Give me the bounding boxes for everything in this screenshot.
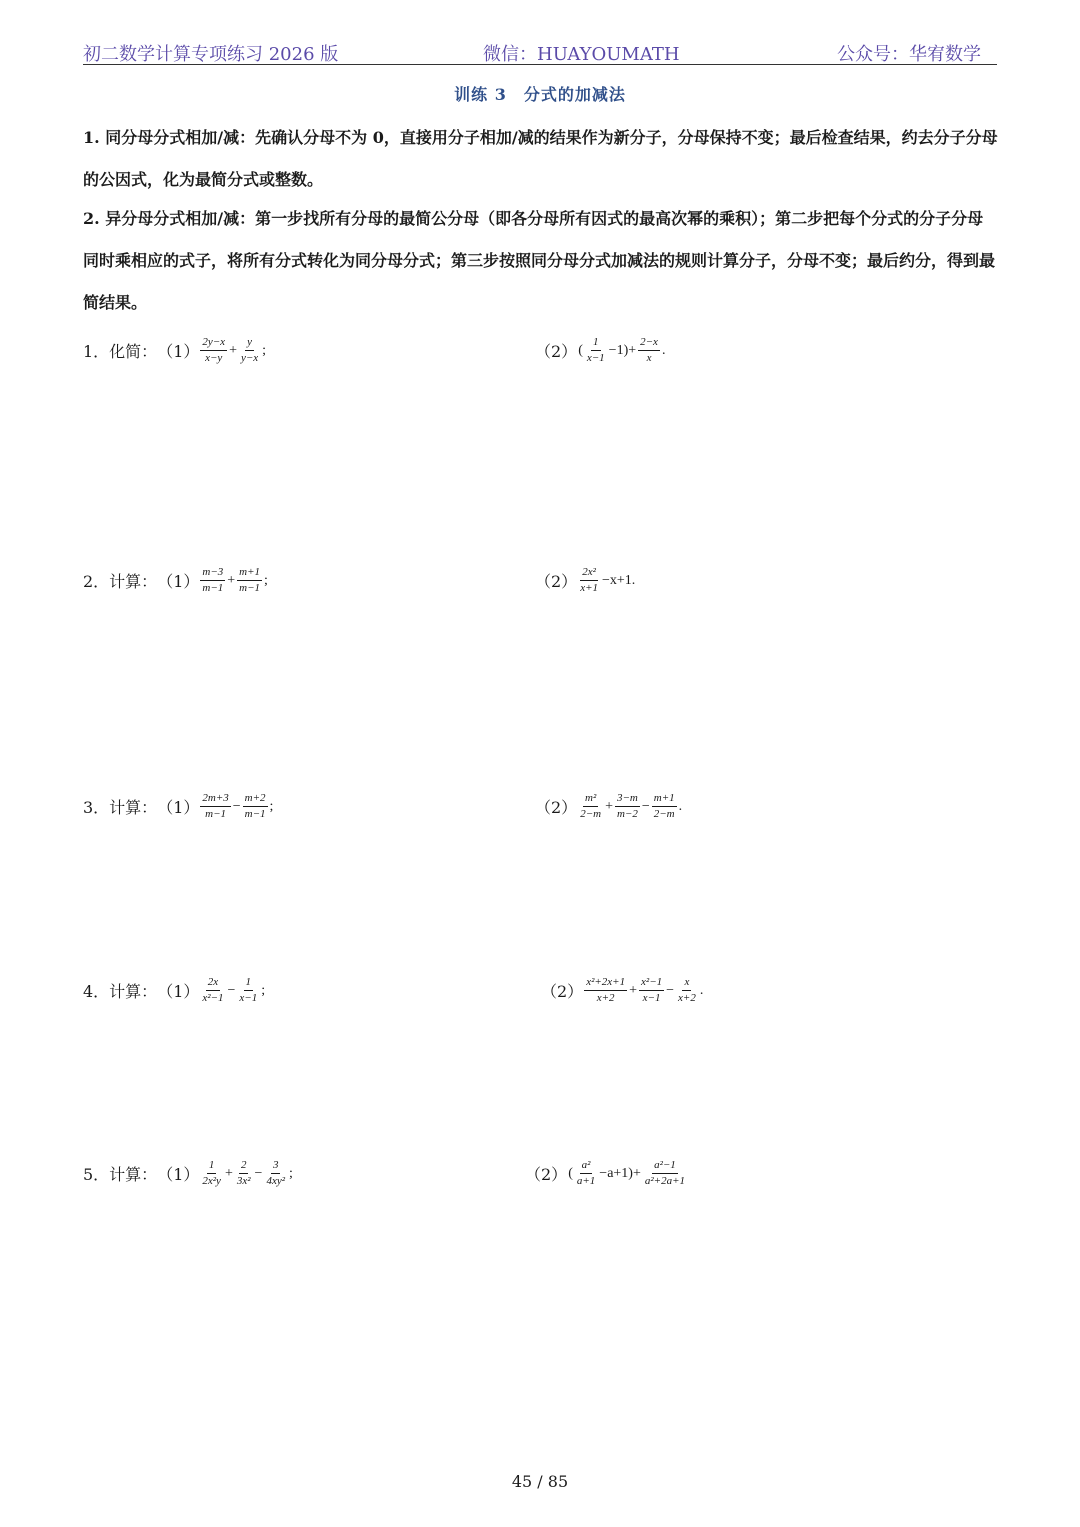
fraction: $\frac{1}{x-1}$ [239, 976, 258, 1004]
problem-5-part-2 [525, 1159, 688, 1188]
fraction: $\frac{\text{m²}}{2-m}$ [580, 792, 602, 820]
fraction: $\frac{\text{2x²}}{x+1}$ [580, 566, 598, 594]
problem-3 [83, 792, 274, 821]
page-header [83, 38, 997, 65]
expression: $\frac{2x}{\text{x²−1}}$ − $\frac{1}{x-1}$ ; [202, 976, 266, 1004]
part-label: （2） [541, 982, 584, 1001]
fraction: $\frac{y}{y-x}$ [240, 336, 259, 364]
part-label: （1） [157, 982, 200, 1001]
problem-label: 4．计算： [83, 982, 158, 1001]
problem-3-part-2 [535, 792, 683, 821]
problem-label: 2．计算： [83, 572, 158, 591]
part-label: （1） [157, 342, 200, 361]
problem-label: 3．计算： [83, 798, 158, 817]
fraction: $\frac{x}{x+2}$ [678, 976, 696, 1004]
fraction: $\frac{2x}{\text{x²−1}}$ [202, 976, 224, 1004]
fraction: $\frac{m-3}{m-1}$ [202, 566, 224, 594]
part-label: （2） [535, 798, 578, 817]
fraction: $\frac{\text{x²+2x+1}}{x+2}$ [586, 976, 626, 1004]
fraction: $\frac{1}{x-1}$ [586, 336, 605, 364]
expression: $\frac{\text{m²}}{2-m}$ + $\frac{3-m}{m-2}$ − $\frac{m+1}{2-m}$ . [580, 792, 683, 820]
rule-different-denominator: 2. 异分母分式相加/减：第一步找所有分母的最简公分母（即各分母所有因式的最高次幂的乘积）；第二步把每个分式的分子分母同时乘相应的式子，将所有分式转化为同分母分式；第三步按照同分母分式加减法的规则计算分子，分母不变；最后约分，得到最简结果。 [83, 209, 996, 312]
problem-5 [83, 1159, 294, 1188]
fraction: $\frac{1}{\text{2x²y}}$ [202, 1159, 221, 1187]
fraction: $\frac{\text{x²−1}}{x-1}$ [641, 976, 663, 1004]
problem-label: 1．化简： [83, 342, 158, 361]
fraction: $\frac{m+1}{2-m}$ [653, 792, 675, 820]
fraction: $\frac{m+2}{m-1}$ [244, 792, 266, 820]
expression: ( $\frac{1}{x-1}$ −1)+ $\frac{2-x}{x}$ . [578, 336, 666, 364]
expression: $\frac{\text{x²+2x+1}}{x+2}$ + $\frac{\text{x²−1}}{x-1}$ − $\frac{x}{x+2}$ . [586, 976, 704, 1004]
problem-4 [83, 976, 266, 1005]
problem-2-part-2 [535, 566, 636, 595]
page-number: 45 / 85 [511, 1472, 569, 1491]
part-label: （1） [157, 798, 200, 817]
part-label: （1） [157, 1165, 200, 1184]
expression: $\frac{2y-x}{x-y}$ + $\frac{y}{y-x}$ ; [202, 336, 267, 364]
fraction: $\frac{3-m}{m-2}$ [616, 792, 638, 820]
part-label: （2） [525, 1165, 568, 1184]
problem-1-part-2 [535, 336, 666, 365]
fraction: $\frac{m+1}{m-1}$ [239, 566, 261, 594]
problem-label: 5．计算： [83, 1165, 158, 1184]
fraction: $\frac{2}{\text{3x²}}$ [236, 1159, 251, 1187]
expression: $\frac{\text{2x²}}{x+1}$ −x+1. [580, 566, 636, 594]
fraction: $\frac{\text{a²}}{a+1}$ [576, 1159, 596, 1187]
problem-1 [83, 336, 267, 365]
expression: ( $\frac{\text{a²}}{a+1}$ −a+1)+ $\frac{\text{a²−1}}{\text{a²+2a+1}}$ [568, 1159, 686, 1187]
fraction: $\frac{2-x}{x}$ [640, 336, 658, 364]
problem-2 [83, 566, 269, 595]
header-account: 公众号：华宥数学 [837, 44, 981, 65]
fraction: $\frac{2y-x}{x-y}$ [202, 336, 226, 364]
expression: $\frac{1}{\text{2x²y}}$ + $\frac{2}{\text{3x²}}$ − $\frac{3}{\text{4xy²}}$ ; [202, 1159, 293, 1187]
fraction: $\frac{\text{a²−1}}{\text{a²+2a+1}}$ [644, 1159, 686, 1187]
header-title: 初二数学计算专项练习 2026 版 [83, 44, 339, 65]
expression: $\frac{2m+3}{m-1}$ − $\frac{m+2}{m-1}$ ; [202, 792, 274, 820]
rule-same-denominator: 1. 同分母分式相加/减：先确认分母不为 0，直接用分子相加/减的结果作为新分子，分母保持不变；最后检查结果，约去分子分母的公因式，化为最简分式或整数。 [83, 128, 998, 189]
problem-4-part-2 [541, 976, 704, 1005]
part-label: （2） [535, 342, 578, 361]
header-wechat: 微信：HUAYOUMATH [483, 44, 680, 65]
fraction: $\frac{2m+3}{m-1}$ [202, 792, 229, 820]
expression: $\frac{m-3}{m-1}$ + $\frac{m+1}{m-1}$ ; [202, 566, 268, 594]
part-label: （1） [157, 572, 200, 591]
fraction: $\frac{3}{\text{4xy²}}$ [266, 1159, 285, 1187]
section-title: 训练 3 分式的加减法 [454, 85, 626, 104]
part-label: （2） [535, 572, 578, 591]
